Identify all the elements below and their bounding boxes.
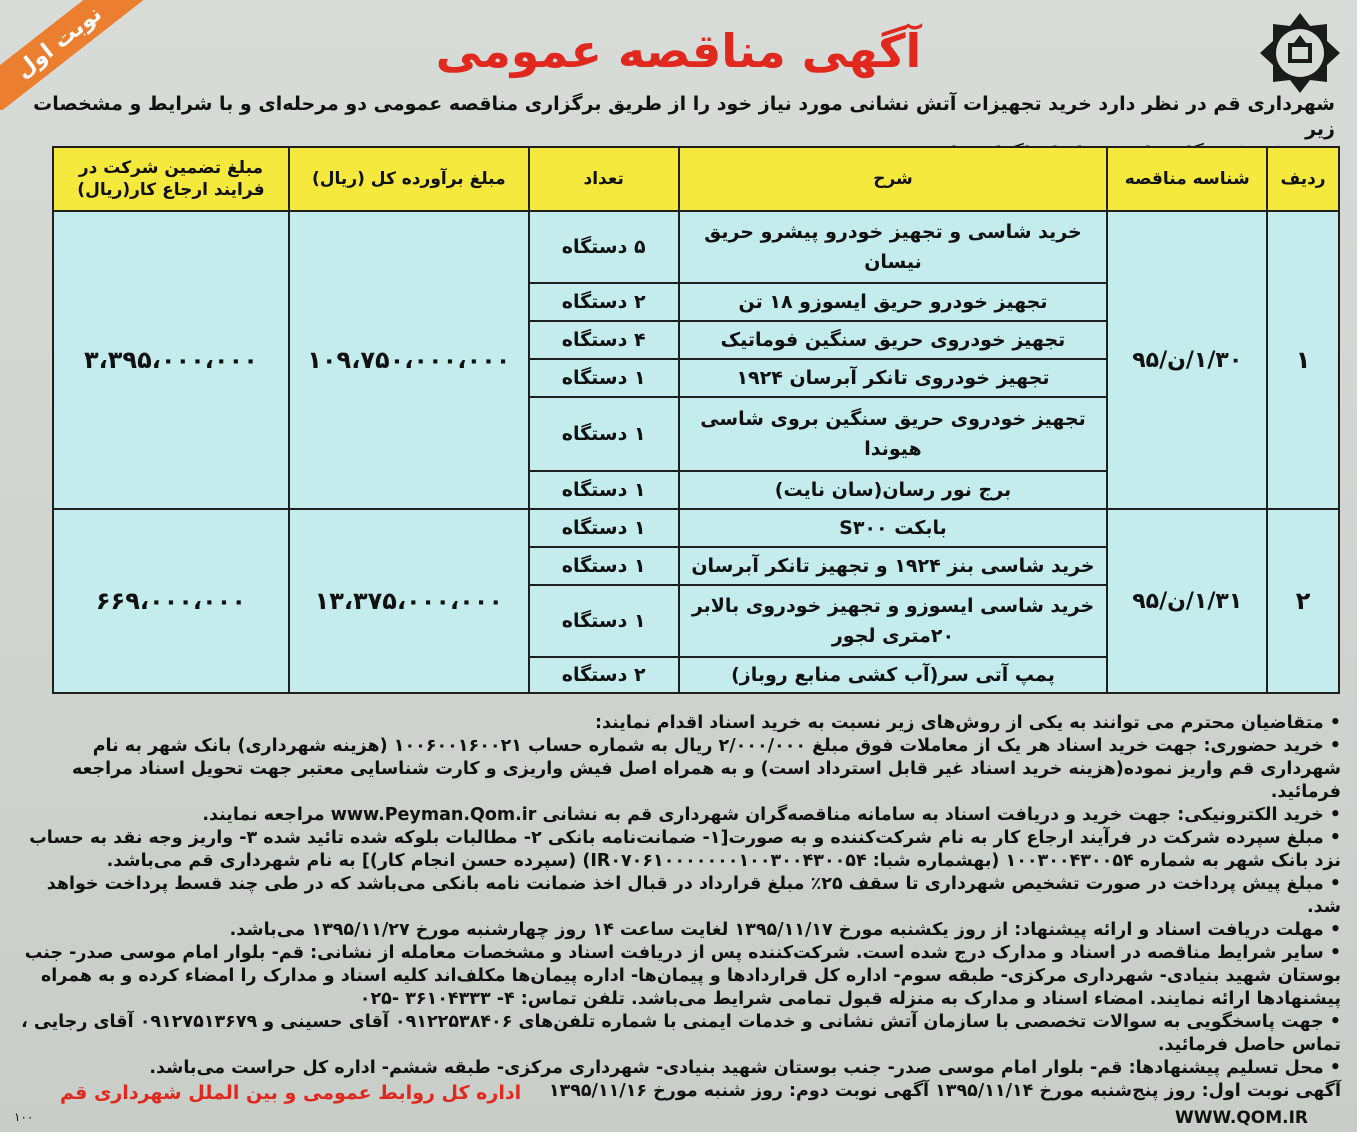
condition-item: • سایر شرایط مناقصه در اسناد و مدارک درج شده است. شرکت‌کننده پس از دریافت اسناد و مشخصات معامله از نشانی: قم- بلوار امام موسی صدر- جنب بوستان شهید بنیادی- شهرداری مرکزی- طبقه سوم- اداره کل قراردادها و پیمان‌ها- اداره پیمان‌ها مکلف‌اند کلیه اسناد و مدارک را امضاء کرده و به همراه پیشنهادها ارائه نمایند. امضاء اسناد و مدارک به منزله قبول تمامی شرایط می‌باشد. تلفن تماس: ۴- ۳۶۱۰۴۳۳۳ -۰۲۵ — [24, 943, 1341, 1009]
condition-item: • خرید حضوری: جهت خرید اسناد هر یک از معاملات فوق مبلغ ۲/۰۰۰/۰۰۰ ریال به شماره حساب ۱۰۰۶۰۰۱۶۰۰۲۱ (هزینه شهرداری) بانک شهر به نام شهرداری قم واریز نموده(هزینه خرید اسناد غیر قابل استرداد است) و به همراه اصل فیش واریزی و کارت شناسایی معتبر جهت تحویل اسناد مراجعه فرمائید. — [72, 736, 1341, 802]
table-row — [53, 211, 1339, 283]
col-header-desc: شرح — [679, 147, 1108, 211]
item-quantity: ۱ دستگاه — [529, 471, 679, 509]
item-description: تجهیز خودروی حریق سنگین فوماتیک — [679, 321, 1108, 359]
item-quantity: ۱ دستگاه — [529, 585, 679, 657]
website-link[interactable]: WWW.QOM.IR — [1175, 1108, 1309, 1128]
item-description: تجهیز خودرو حریق ایسوزو ۱۸ تن — [679, 283, 1108, 321]
item-description: تجهیز خودروی حریق سنگین بروی شاسی هیوندا — [679, 397, 1108, 471]
col-header-row: ردیف — [1267, 147, 1339, 211]
col-header-estimate: مبلغ برآورده کل (ریال) — [289, 147, 529, 211]
condition-item: • مهلت دریافت اسناد و ارائه پیشنهاد: از روز یکشنبه مورخ ۱۳۹۵/۱۱/۱۷ لغایت ساعت ۱۴ روز چهارشنبه مورخ ۱۳۹۵/۱۱/۲۷ می‌باشد. — [229, 920, 1341, 940]
item-description: پمپ آتی سر(آب کشی منابع روباز) — [679, 657, 1108, 693]
ad-number: ۱۰۰ — [14, 1110, 34, 1124]
item-description: خرید شاسی ایسوزو و تجهیز خودروی بالابر ۲۰متری لجور — [679, 585, 1108, 657]
item-quantity: ۴ دستگاه — [529, 321, 679, 359]
publish-dates: آگهی نوبت اول: روز پنج‌شنبه مورخ ۱۳۹۵/۱۱/۱۴ آگهی نوبت دوم: روز شنبه مورخ ۱۳۹۵/۱۱/۱۶ — [548, 1081, 1341, 1101]
public-relations-signature: اداره کل روابط عمومی و بین الملل شهرداری قم — [60, 1082, 522, 1104]
item-quantity: ۱ دستگاه — [529, 359, 679, 397]
row-number: ۱ — [1267, 211, 1339, 509]
condition-item: • متقاضیان محترم می توانند به یکی از روش‌های زیر نسبت به خرید اسناد اقدام نمایند: — [595, 713, 1341, 733]
condition-item: • جهت پاسخگویی به سوالات تخصصی با سازمان آتش نشانی و خدمات ایمنی با شماره تلفن‌های ۰۹۱۲۲۵۳۸۴۰۶ آقای حسینی و ۰۹۱۲۷۵۱۳۶۷۹ آقای رجایی ، تماس حاصل فرمائید. — [21, 1012, 1341, 1055]
item-quantity: ۱ دستگاه — [529, 397, 679, 471]
guarantee-amount: ۳،۳۹۵،۰۰۰،۰۰۰ — [53, 211, 289, 509]
item-description: بابکت S۳۰۰ — [679, 509, 1108, 547]
conditions-list — [15, 712, 1341, 1103]
tender-table — [52, 146, 1340, 694]
col-header-guarantee: مبلغ تضمین شرکت در فرایند ارجاع کار(ریال) — [53, 147, 289, 211]
table-row — [53, 509, 1339, 547]
item-description: خرید شاسی و تجهیز خودرو پیشرو حریق نیسان — [679, 211, 1108, 283]
intro-line: شهرداری قم در نظر دارد خرید تجهیزات آتش نشانی مورد نیاز خود را از طریق برگزاری مناقصه عمومی دو مرحله‌ای و با شرایط و مشخصات زیر — [33, 93, 1335, 140]
estimate-amount: ۱۳،۳۷۵،۰۰۰،۰۰۰ — [289, 509, 529, 693]
item-quantity: ۲ دستگاه — [529, 283, 679, 321]
row-number: ۲ — [1267, 509, 1339, 693]
item-description: تجهیز خودروی تانکر آبرسان ۱۹۲۴ — [679, 359, 1108, 397]
condition-item: • خرید الکترونیکی: جهت خرید و دریافت اسناد به سامانه مناقصه‌گران شهرداری قم به نشانی www.Peyman.Qom.ir مراجعه نمایند. — [202, 805, 1341, 825]
estimate-amount: ۱۰۹،۷۵۰،۰۰۰،۰۰۰ — [289, 211, 529, 509]
page-title: آگهی مناقصه عمومی — [435, 24, 922, 78]
tender-id: ۱/۳۰/ن/۹۵ — [1107, 211, 1267, 509]
ribbon-label: نوبت اول — [0, 0, 150, 110]
condition-item: • مبلغ پیش پرداخت در صورت تشخیص شهرداری تا سقف ۲۵٪ مبلغ قرارداد در قبال اخذ ضمانت نامه بانکی می‌باشد که در طی چند قسط پرداخت خواهد شد. — [46, 874, 1341, 917]
item-quantity: ۱ دستگاه — [529, 509, 679, 547]
item-quantity: ۱ دستگاه — [529, 547, 679, 585]
item-quantity: ۲ دستگاه — [529, 657, 679, 693]
item-description: برج نور رسان(سان نایت) — [679, 471, 1108, 509]
tender-id: ۱/۳۱/ن/۹۵ — [1107, 509, 1267, 693]
col-header-id: شناسه مناقصه — [1107, 147, 1267, 211]
item-quantity: ۵ دستگاه — [529, 211, 679, 283]
table-header-row — [53, 147, 1339, 211]
condition-item: • محل تسلیم پیشنهادها: قم- بلوار امام موسی صدر- جنب بوستان شهید بنیادی- شهرداری مرکزی- طبقه ششم- اداره کل حراست می‌باشد. — [149, 1058, 1341, 1078]
guarantee-amount: ۶۶۹،۰۰۰،۰۰۰ — [53, 509, 289, 693]
item-description: خرید شاسی بنز ۱۹۲۴ و تجهیز تانکر آبرسان — [679, 547, 1108, 585]
col-header-qty: تعداد — [529, 147, 679, 211]
condition-item: • مبلغ سپرده شرکت در فرآیند ارجاع کار به نام شرکت‌کننده و به صورت[۱- ضمانت‌نامه بانکی ۲- مطالبات بلوکه شده تائید شده ۳- واریز وجه نقد به حساب نزد بانک شهر به شماره ۱۰۰۳۰۰۴۳۰۰۵۴ (بهشماره شبا: IR۰۷۰۶۱۰۰۰۰۰۰۰۱۰۰۳۰۰۴۳۰۰۵۴) (سپرده حسن انجام کار)] به نام شهرداری قم می‌باشد. — [29, 828, 1341, 871]
